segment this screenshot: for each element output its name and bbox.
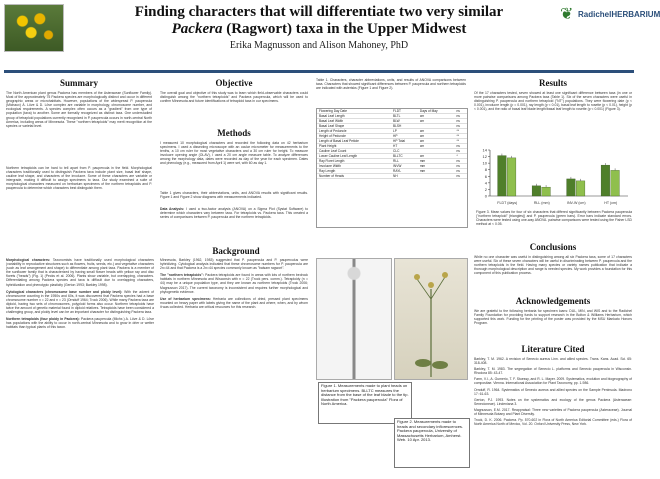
reference-item: Barkley, T. M. 1983. The segregation of Senecio L. platforms and Senecio paupercula in Wisconsin. Rhodora 85: 43-47. — [474, 367, 632, 376]
table-cell: mm — [418, 169, 455, 174]
x-tick-label: INV-W (cm) — [566, 201, 586, 205]
reference-item: Gerton, P.J. 1993. Notes on the systematics and ecology of the genus Packera (Asteraceae: Senecioneae). Lindeniana 3. — [474, 397, 632, 406]
table-cell: HP — [391, 134, 418, 139]
table-cell: Cauline Leaf Count — [317, 149, 391, 154]
table-cell: ns — [455, 109, 467, 114]
acknowledgements-text: We are grateful to the following herbaria for specimen loans: DUL, MIN, and WIS and to the Radichel Family Foundation for providing funds to support research in the Bolton & Williams Herbarium, which supported this work. Funding for the printing of the poster was provided by the MSU Mankato Honors Program. — [474, 309, 632, 326]
background-heading: Background — [212, 246, 260, 256]
results-text: Of the 17 characters tested, seven showed at least one significant difference between taxa (in one or more pairwise comparisons among Packera taxa (Table 1). Six of the seven characters were useful in distinguishing P. paupercula and northern tetraploid ("NT") populations. They were flowering date (p < 0.001), involucre length (p = 0.001), ray length (p < 0.01), basal leaf length to rosette (p < 0.01), height (p < 0.001), and the ratio of basal leaf blade length/basal leaf length to rosette (p < 0.001) (Figure 3). — [474, 91, 632, 112]
x-tick-label: FLDT (days) — [497, 201, 518, 205]
table-cell: ** — [455, 139, 467, 144]
table-cell: Lower Cauline Leaf Length — [317, 154, 391, 159]
y-tick-label: 14 — [482, 147, 487, 153]
background-column-1 — [6, 258, 154, 474]
paragraph-label: Northern tetraploids (four ploidy in Packera): — [6, 317, 81, 322]
table-cell: ns — [455, 159, 467, 164]
chart-bar — [576, 181, 585, 196]
table-cell: mm — [418, 164, 455, 169]
paragraph-text: Packera tetraploids are found in areas with lots of northern bedrock habitats in northern Minnesota and Wisconsin with n = 22 (Trock pers. comm.). Tetraploidy (n = 44) may be a unique population type, and they are known as northern tetraploids (Trock 2006; Magnusson 2017). The current taxonomy is inconsistent and requires further morphological and phylogenetic evidence. — [160, 273, 308, 294]
table-cell: cm — [418, 129, 455, 134]
paragraph-label: Cytological characters (chromosome base number and ploidy level): — [6, 289, 125, 294]
summary-heading: Summary — [60, 78, 98, 88]
chart-bar — [611, 170, 620, 196]
table-cell: Basal Leaf Width — [317, 119, 391, 124]
table-cell: cm — [418, 114, 455, 119]
background-paragraph — [160, 297, 308, 309]
poster-title — [0, 4, 638, 38]
reference-item: Barkley, T. M. 1962. A revision of Senecio aureus Linn. and allied species. Trans. Kans. Acad. Sci. 65: 318-408. — [474, 357, 632, 366]
table-cell: Height of Peduncle — [317, 134, 391, 139]
background-paragraph — [6, 317, 154, 329]
summary-paragraph-1: The North American plant genus Packera has members of the Asteraceae (Sunflower Family). Most of the approximately 75 Packera species are morphologically distinct and occur in different geographic areas or microhabitats. However, populations of the widespread P. paupercula (Michaux) Á. Löve & D. Löve complex are variable in morphology, chromosome number, and ecological requirements. A species complex often occurs as a "gradient" from one type of population (taxa) to another. Some are formally recognized as distinct taxa. One understudied group of tetraploid populations currently recognized in P. paupercula occurs in north-central North America, including areas of Minnesota. These "northern tetraploids" may merit recognition at the species or varietal level. — [6, 91, 152, 128]
chart-bar — [498, 156, 507, 196]
y-tick-label: 8 — [484, 167, 487, 173]
table-cell: Days of May — [418, 109, 455, 114]
table-row — [317, 174, 467, 179]
table-cell: Length of Basal Leaf Petiole — [317, 139, 391, 144]
x-tick-label: RLL (mm) — [533, 201, 550, 205]
y-tick-label: 10 — [482, 160, 487, 166]
paragraph-text: Taxonomists have traditionally used morphological characters (variability in reproductive structures such as flowers, fruits, seeds, etc.) and vegetative characters (such as leaf arrangement and shape) to differentiate among plant taxa. Packera is a member of the sunflower family that is characterized by having small flower heads with yellow ray and disc florets ("heads") (Fig. 1) (Pecks et al. 2006). Plants show variable, but overlapping, characters. Differentiating among Packera species and taxa is difficult due to overlapping characters, hybridization and phenotypic plasticity (Gerton 1993; Barkley 1998). — [6, 258, 154, 287]
background-column-2 — [160, 258, 308, 474]
table-cell: ns — [455, 149, 467, 154]
table-cell: cm — [418, 154, 455, 159]
herbarium-logo — [560, 6, 660, 26]
chart-bar — [567, 179, 576, 196]
figure1-illustration — [316, 258, 392, 380]
table-cell: Basal Leaf Length — [317, 114, 391, 119]
table-cell: HP Total — [391, 139, 418, 144]
table-cell: BLLTC — [391, 154, 418, 159]
y-tick-label: 6 — [484, 173, 487, 179]
y-tick-label: 12 — [482, 154, 487, 160]
table-cell: ns — [455, 114, 467, 119]
table-cell: ns — [455, 164, 467, 169]
table-cell: CLC — [391, 149, 418, 154]
bar-chart — [476, 146, 632, 208]
table-cell: * — [455, 154, 467, 159]
table-cell: HT — [391, 144, 418, 149]
authors: Erika Magnusson and Alison Mahoney, PhD — [229, 40, 409, 51]
table1 — [316, 108, 468, 228]
data-analysis-label: Data Analysis: — [160, 207, 185, 211]
specimen-drawing — [395, 259, 467, 379]
data-analysis-text: I used a two-factor analysis (ANOVA) on a Sigma Plot (Systat Software) to determine which characters vary between taxa. For tetraploids vs. Packera taxa. This created a series of comparisons between P. paupercula and the northern tetraploids. — [160, 207, 308, 220]
literature-list — [474, 357, 632, 475]
table-cell: Number of Heads — [317, 174, 391, 179]
paragraph-label: Use of herbarium specimens: — [160, 296, 213, 301]
title-genus: Packera — [171, 21, 223, 37]
background-paragraph — [160, 273, 308, 293]
conclusions-section — [474, 242, 632, 293]
logo-text: RadichelHERBARIUM — [578, 10, 660, 19]
reference-item: Magnusson, E.M. 2017. Reappraisal: Three new varieties of Packera paupercula (Asteraceae). Journal of Minnesota Botany and Plant Diversity. — [474, 407, 632, 417]
reference-item: Farm, V.I., A. Gumerio, T. F. Stuessy, and R. L. Mayer. 2009. Systematics, evolution and biogeography of compositae. Vienna. International Association for Plant Taxonomy, pp. 1-986. — [474, 377, 632, 386]
table-cell: Basal Leaf Shape — [317, 124, 391, 129]
table-cell: Ray Length — [317, 169, 391, 174]
chart-bar — [532, 186, 541, 196]
results-section — [474, 78, 632, 133]
figure1-caption: Figure 1. Measurements made to plant heads on herbarium specimens. BLLTC measures the distance from the base of the leaf blade to the tip. Illustration from "Packera paupercula" Flora of North America. — [318, 382, 412, 424]
y-tick-label: 2 — [484, 186, 487, 192]
table-cell: cm — [418, 119, 455, 124]
summary-paragraph-2: Northern tetraploids can be hard to tell apart from P. paupercula in the field. Morphological characters traditionally used to distinguish Packera taxa include plant size, basal leaf shape, cauline leaf shape, and characters of the involucre. Some of these characters are variable or intergrade, making it difficult to assign specimens to taxa. Our study examined a suite of morphological characters measured on herbarium specimens of the northern tetraploids and P. paupercula to determine which characters best distinguish them. — [6, 166, 152, 191]
table-cell: RAYL — [391, 169, 418, 174]
table-cell: ns — [455, 169, 467, 174]
paragraph-text: Packera paupercula (Michx.) A. Löve & D. Löve has populations with the ability to occur in north-central Minnesota and to grow in drier or wetter habitats than typical plants of this taxon. — [6, 317, 154, 330]
methods-paragraph-1: I measured 10 morphological characters and recorded the following data on 42 herbarium specimens. I used a dissecting microscope with an ocular micrometer for measurements to the tenths, a 10 cm ruler for most vegetative characters and a 30 cm ruler for height. To measure involucre opening angle (OLAV), I used a 20 cm angle measure table. To analyze differences among the morphology data, dates were recorded as day of the year for each specimen. Dates and phenology (e.g., measured from April 1) were set, with 60 as day 1. — [160, 141, 308, 166]
table-cell: INVW — [391, 164, 418, 169]
chart-bar — [542, 187, 551, 196]
paragraph-text: Herbaria are collections of dried, pressed plant specimens mounted on heavy paper with labels giving the name of the plant and where, when, and by whom it was collected. Herbaria are critical resources for this research. — [160, 296, 308, 309]
background-paragraph — [160, 258, 308, 270]
summary-section — [6, 78, 152, 216]
objective-text: The overall goal and objective of this study was to learn which field-observable characters could distinguish among the "northern tetraploids" and Packera paupercula, which will be used to confirm Minnesota and future identifications of tetraploid taxa in our specimens. — [160, 91, 308, 104]
title-line-1: Finding characters that will differentiate two very similar — [134, 4, 504, 20]
background-paragraph — [6, 258, 154, 287]
table-cell: Length of Peduncle — [317, 129, 391, 134]
conclusions-text: While no one character was useful in distinguishing among all six Packera taxa, some of 17 characters were useful. Six of these seven characters will be useful in discriminating between P. paupercula and the northern tetraploids in the field. Having many species or variety names publication that indicate a thorough morphological description and range is needed species. My work provides a foundation for this component of this publication process. — [474, 255, 632, 276]
chart-bar — [507, 158, 516, 196]
title-line-2: (Ragwort) taxa in the Upper Midwest — [226, 21, 467, 37]
table-cell: cm — [418, 144, 455, 149]
chart-bar — [601, 165, 610, 196]
table-cell: ns — [455, 124, 467, 129]
table-cell: BLW — [391, 119, 418, 124]
reference-item: Ornduff, R. 1964. Systematics of Senecio aureus and allied species on the Sample Peninsula. Madrono 17: 61-63. — [474, 387, 632, 396]
table-cell — [418, 174, 455, 179]
figure3-caption: Figure 3. Mean values for four of six characters that differed significantly between Packera paupercula ("northern tetraploid" (triangles)) and P. paupercula (green bars). Error bars indicate standard errors. Characters were tested using one-way ANOVA. pairwise comparisons were tested using the Fisher LSD method at < 0.05. — [476, 210, 632, 227]
table-cell: BLSH — [391, 124, 418, 129]
paragraph-text: Minnesota, Barkley (1962, 1983) suggested that P. paupercula and P. pauperculus were hybridizing. Cytological analysis indicated that these chromosome numbers for P. paupercula are 2n=44 and that Packera is a 2n=44 species commonly known as "balsam ragwort". — [160, 258, 308, 271]
methods-section — [160, 128, 308, 237]
paragraph-label: The "northern tetraploids": — [160, 273, 206, 278]
table-cell: mm — [418, 159, 455, 164]
objective-heading: Objective — [215, 78, 253, 88]
table-cell: Involucre Width — [317, 164, 391, 169]
table-cell: cm — [418, 139, 455, 144]
x-tick-label: HT (cm) — [604, 201, 618, 205]
background-paragraph — [6, 290, 154, 315]
paragraph-label: Morphological characters: — [6, 258, 53, 262]
methods-heading: Methods — [217, 128, 251, 138]
table-cell: FLDT — [391, 109, 418, 114]
background-section — [6, 246, 466, 256]
table-cell: cm — [418, 134, 455, 139]
objective-section — [160, 78, 308, 125]
header-divider — [4, 70, 634, 73]
y-tick-label: 4 — [484, 180, 487, 186]
literature-section — [474, 344, 632, 475]
table-cell: NH — [391, 174, 418, 179]
reference-item: Trock, D. K. 2006. Packera. Pp. 570-602 in Flora of North America Editorial Committee (eds.) Flora of North America North of Mexico, Vol. 20. Oxford University Press, New York. — [474, 418, 632, 427]
table-cell: ns — [455, 144, 467, 149]
literature-heading: Literature Cited — [521, 344, 585, 354]
figure2-caption: Figure 2. Measurements made to heads and secondary inflorescences. Packera paupercula, University of Massachusetts Herbarium, Amherst. Web. 10 Apr. 2013. — [394, 418, 470, 468]
table-cell: ns — [455, 174, 467, 179]
table-cell: Ray Floret Length — [317, 159, 391, 164]
figure3-chart — [476, 146, 632, 208]
table-cell: ** — [455, 129, 467, 134]
table-cell: Flowering Day Date — [317, 109, 391, 114]
y-tick-label: 0 — [484, 193, 487, 199]
results-heading: Results — [538, 78, 567, 88]
data-analysis — [160, 207, 308, 237]
table-cell: LP — [391, 129, 418, 134]
methods-paragraph-2: Table 1 gives characters, their abbreviations, units, and ANOVA results with significant results. Figure 1 and Figure 2 show diagrams with measurements indicated. — [160, 191, 308, 200]
paragraph-text: With the advent of chromosome counting in the 1950s and 60s, it was discovered that Packera species had a base chromosome number x = 22 and n = 23 (Ornduff 1964; Trock 2006). While many Packera taxa are diploid, having two sets of chromosomes, polyploid forms also occur. Northern tetraploids have twice the amount of genetic material found in diploid relatives. Tetraploids have been considered a challenging group, and ploidy level can be an important character for distinguishing Packera taxa. — [6, 289, 154, 315]
table-cell: BLTL — [391, 114, 418, 119]
table-cell: ns — [455, 119, 467, 124]
table-cell: RLL — [391, 159, 418, 164]
table-cell: Plant Height — [317, 144, 391, 149]
leaf-icon: ❦ — [560, 6, 574, 23]
table-cell: ** — [455, 134, 467, 139]
figure2-specimen-photo — [394, 258, 468, 380]
acknowledgements-heading: Acknowledgements — [515, 296, 591, 306]
table1-caption: Table 1. Characters, character abbreviations, units, and results of ANOVA comparisons between taxa. Characters that showed significant differences between P. paupercula and northern tetraploids are indicated with asterisks (Figure 1 and Figure 2). — [316, 78, 466, 91]
acknowledgements-section — [474, 296, 632, 339]
conclusions-heading: Conclusions — [529, 242, 577, 252]
